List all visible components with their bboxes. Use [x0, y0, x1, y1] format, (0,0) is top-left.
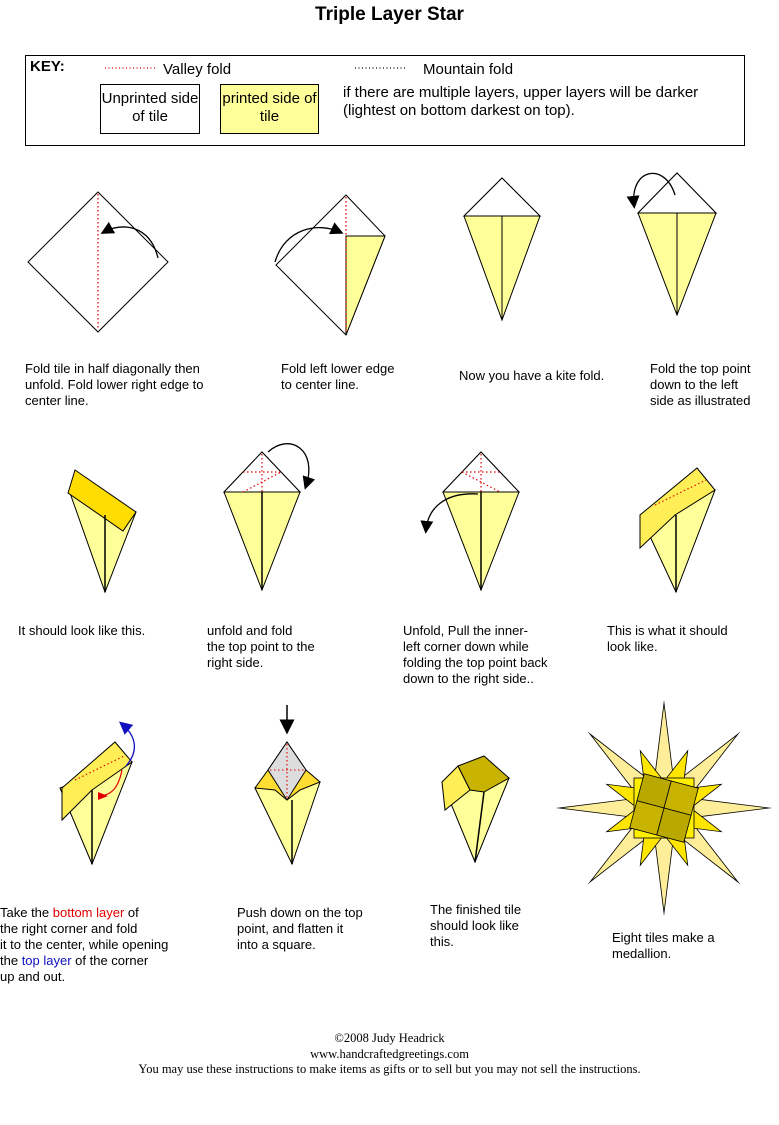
step-1-diagram: [28, 192, 168, 332]
step-9-diagram: [60, 724, 134, 864]
step-12-text: Eight tiles make a medallion.: [612, 930, 715, 961]
layers-note-line-2: (lightest on bottom darkest on top).: [343, 102, 575, 119]
step-11-text: The finished tile should look like this.: [430, 902, 522, 949]
footer-copyright: ©2008 Judy Headrick: [334, 1031, 445, 1045]
step-3-diagram: [464, 178, 540, 320]
step-3-text: Now you have a kite fold.: [459, 368, 605, 383]
center-squares: [630, 774, 699, 843]
step-7-diagram: [426, 452, 519, 590]
valley-fold-label: Valley fold: [163, 61, 232, 78]
step-9-text: Take the bottom layer of the right corner and fold it to the center, while opening the top layer of the corner up and out.: [0, 905, 169, 984]
printed-side-swatch: printed side of tile: [220, 84, 319, 134]
unprinted-side-swatch: Unprinted side of tile: [100, 84, 200, 134]
step-11-diagram: [442, 756, 509, 862]
layers-note-line-1: if there are multiple layers, upper layers will be darker: [343, 84, 699, 101]
step-8-text: This is what it should look like.: [607, 623, 728, 654]
bottom-layer-highlight: bottom layer: [52, 905, 125, 920]
step-10-diagram: [255, 705, 320, 864]
step-4-diagram: [634, 173, 716, 315]
top-layer-highlight: top layer: [21, 953, 72, 968]
step-10-text: Push down on the top point, and flatten it into a square.: [237, 905, 363, 952]
step-7-text: Unfold, Pull the inner- left corner down while folding the top point back down to the right side..: [403, 623, 548, 686]
step-6-diagram: [224, 444, 309, 590]
key-heading: KEY:: [30, 58, 65, 75]
page-title: Triple Layer Star: [315, 4, 464, 25]
step-8-diagram: [640, 468, 715, 592]
step-5-text: It should look like this.: [18, 623, 146, 638]
step-4-text: Fold the top point down to the left side as illustrated: [650, 361, 751, 408]
step-5-diagram: [68, 470, 136, 592]
footer-url: www.handcraftedgreetings.com: [310, 1047, 469, 1061]
mountain-fold-label: Mountain fold: [423, 61, 514, 78]
step-2-text: Fold left lower edge to center line.: [281, 361, 395, 392]
step-6-text: unfold and fold the top point to the right side.: [207, 623, 315, 670]
step-2-diagram: [275, 195, 385, 335]
medallion-diagram: [559, 703, 769, 913]
step-1-text: Fold tile in half diagonally then unfold. Fold lower right edge to center line.: [25, 361, 204, 408]
footer-terms: You may use these instructions to make items as gifts or to sell but you may not sell the instructions.: [138, 1062, 641, 1076]
